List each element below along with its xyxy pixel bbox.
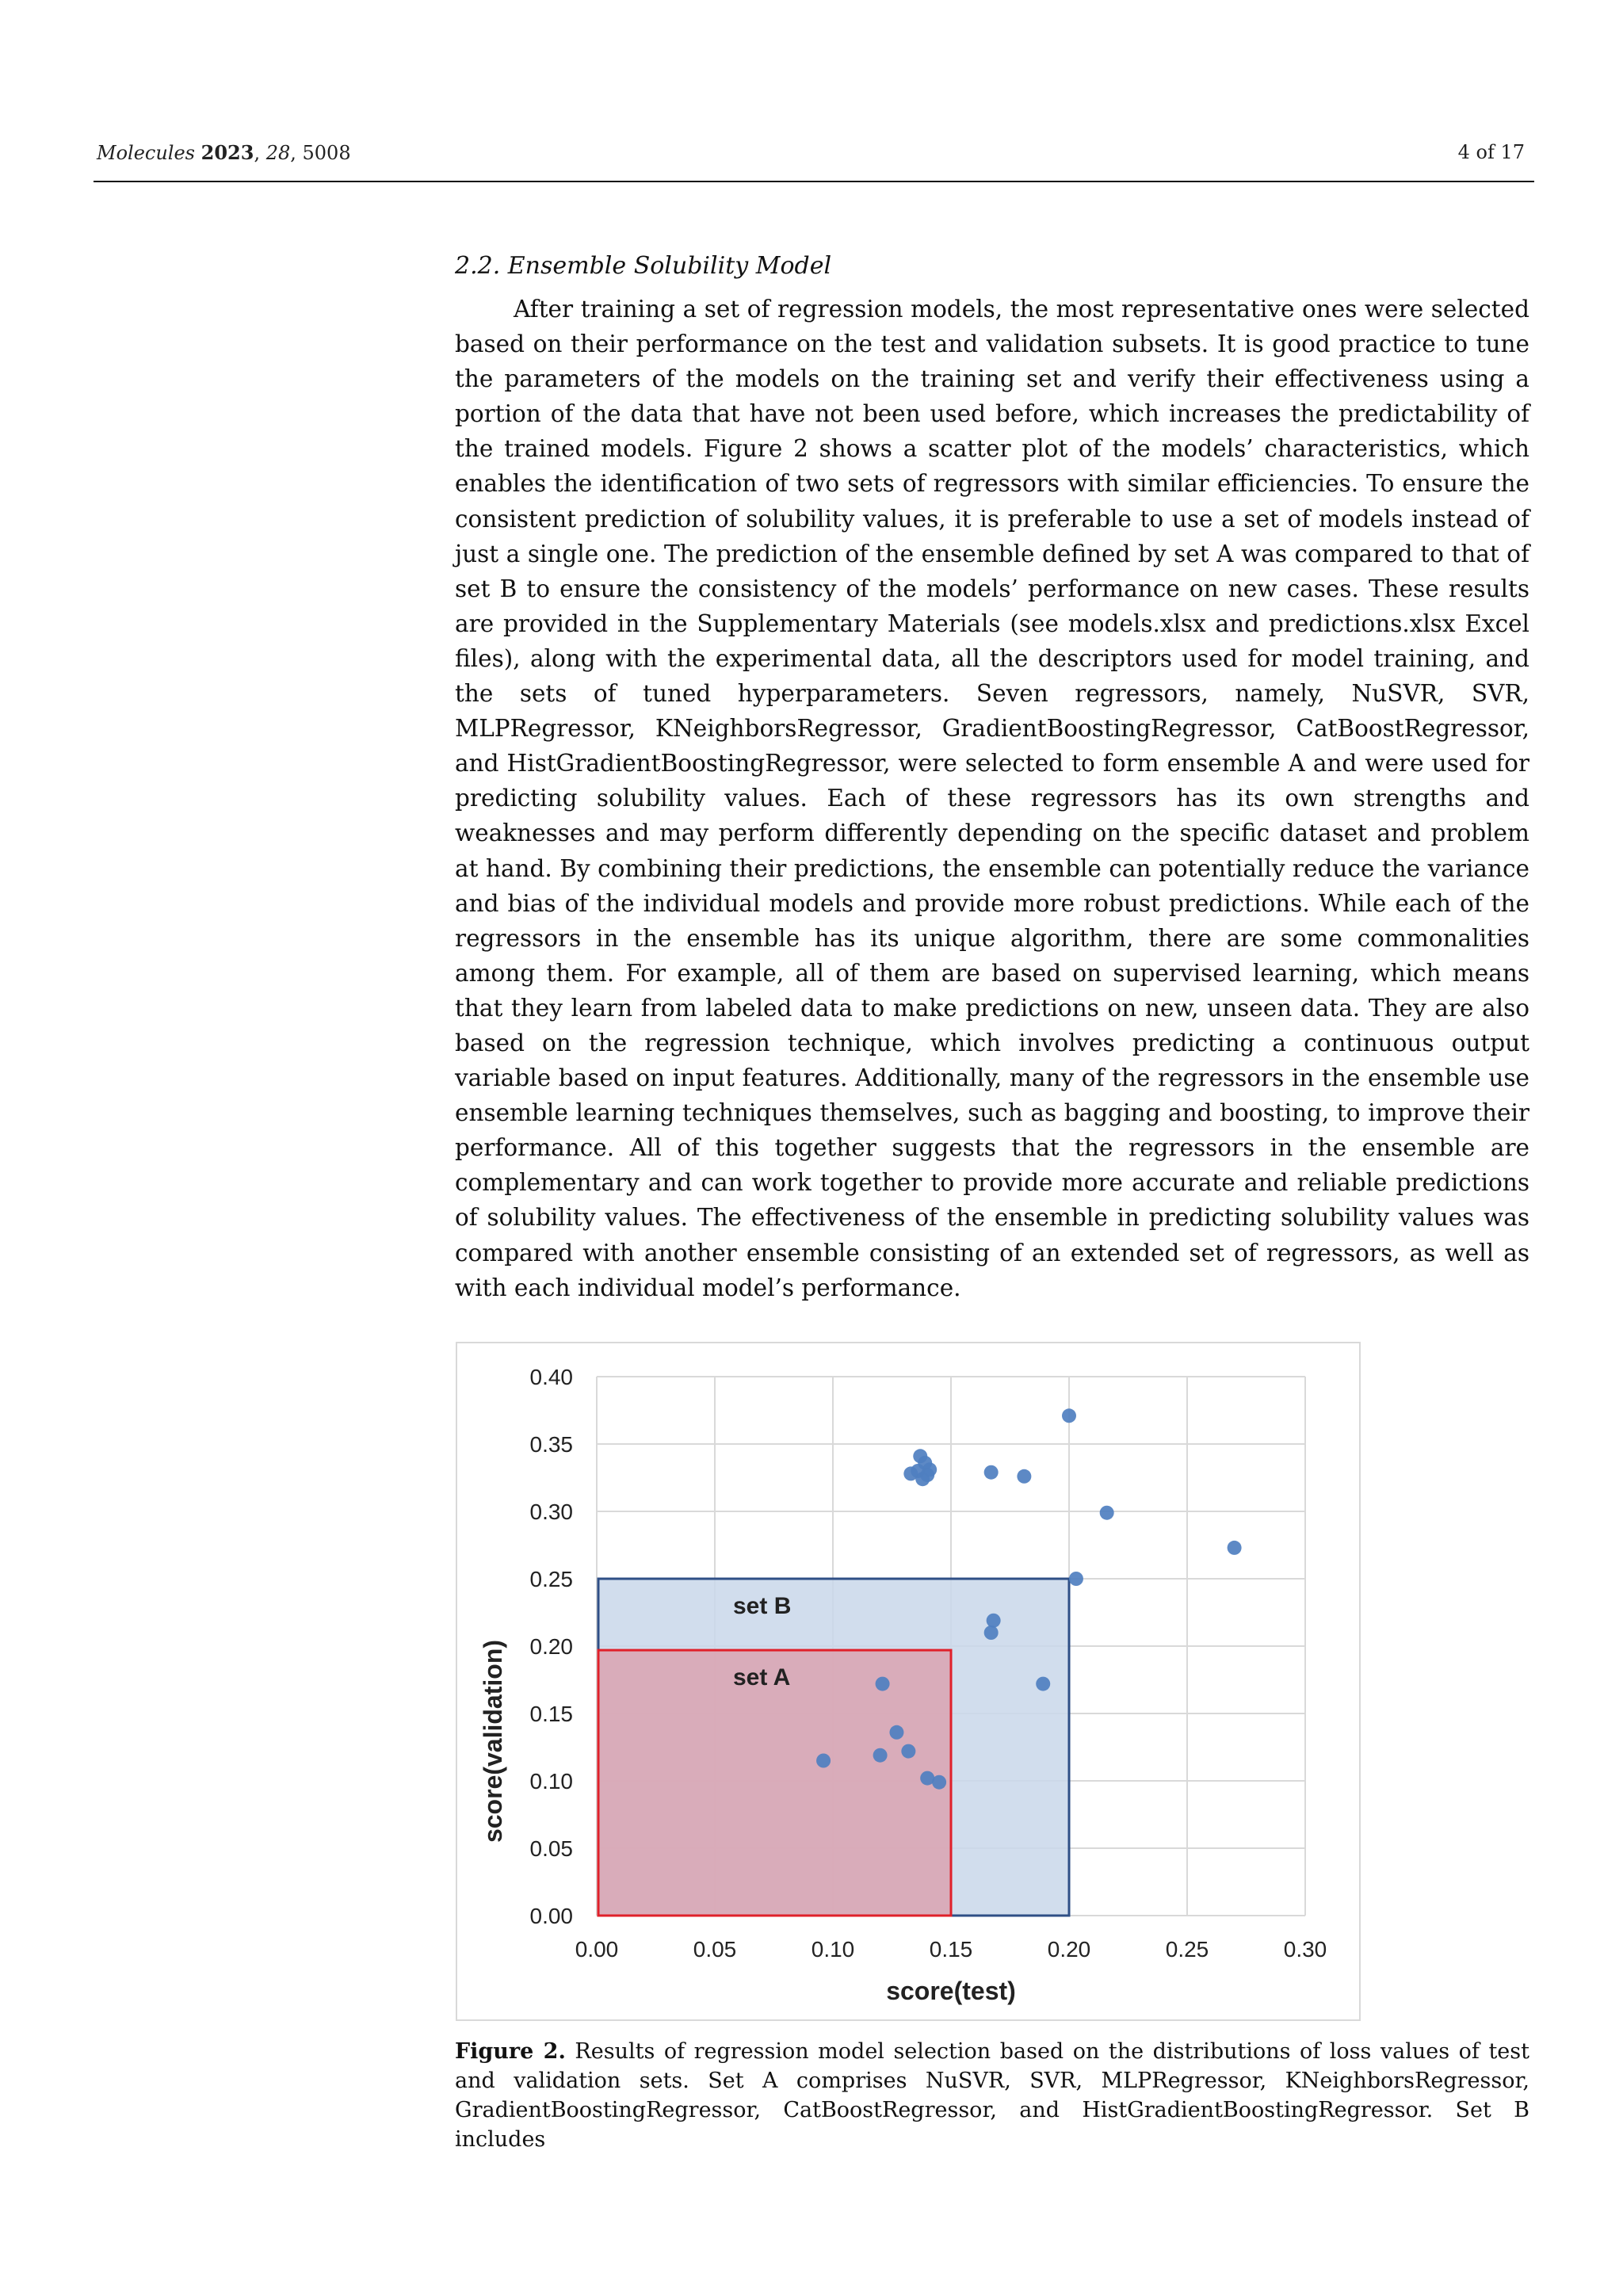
y-tick-label: 0.15 [529,1702,573,1726]
data-point [920,1468,934,1482]
page-header [97,141,1533,182]
page-number: 4 of 17 [1457,141,1525,163]
y-tick-label: 0.10 [529,1769,573,1794]
data-point [1228,1541,1242,1555]
y-tick-label: 0.40 [529,1365,573,1389]
article-number: 5008 [302,142,351,164]
scatter-chart [457,1343,1362,2023]
header-rule [94,181,1534,182]
y-tick-label: 0.30 [529,1499,573,1524]
data-point [984,1465,999,1480]
x-axis-title: score(test) [886,1977,1016,2005]
x-tick-label: 0.10 [811,1937,855,1962]
y-tick-label: 0.35 [529,1432,573,1457]
x-tick-label: 0.05 [693,1937,737,1962]
data-point [901,1744,915,1759]
caption-label: Figure 2. [455,2039,566,2064]
region-label-set-a: set A [733,1664,791,1691]
x-tick-label: 0.25 [1165,1937,1209,1962]
data-point [987,1614,1001,1628]
data-point [1100,1506,1114,1520]
data-point [873,1748,888,1763]
y-tick-label: 0.05 [529,1836,573,1861]
figure-caption [455,2037,1529,2154]
region-label-set-b: set B [733,1593,792,1619]
x-tick-label: 0.30 [1283,1937,1327,1962]
journal-name: Molecules [97,142,195,164]
body-paragraph: After training a set of regression models, the most representative ones were selected based on their performance on the test and validation subsets. It is good practice to tune the parameters of the models on the training set and verify their effectiveness using a portion of the data that have not been used before, which increases the predictability of the trained models. Figure 2 shows a scatter plot of the models’ characteristics, which enables the identification of two sets of regressors with similar efficiencies. To ensure the consistent prediction of solubility values, it is preferable to use a set of models instead of just a single one. The prediction of the ensemble defined by set A was compared to that of set B to ensure the consistency of the models’ performance on new cases. These results are provided in the Supplementary Materials (see models.xlsx and predictions.xlsx Excel files), along with the experimental data, all the descriptors used for model training, and the sets of tuned hyperparameters. Seven regressors, namely, NuSVR, SVR, MLPRegressor, KNeighborsRegressor, GradientBoostingRegressor, CatBoostRegressor, and HistGradientBoostingRegressor, were selected to form ensemble A and were used for predicting solubility values. Each of these regressors has its own strengths and weaknesses and may perform differently depending on the specific dataset and problem at hand. By combining their predictions, the ensemble can potentially reduce the variance and bias of the individual models and provide more robust predictions. While each of the regressors in the ensemble has its unique algorithm, there are some commonalities among them. For example, all of them are based on supervised learning, which means that they learn from labeled data to make predictions on new, unseen data. They are also based on the regression technique, which involves predicting a continuous output variable based on input features. Additionally, many of the regressors in the ensemble use ensemble learning techniques themselves, such as bagging and boosting, to improve their performance. All of this together suggests that the regressors in the ensemble are complementary and can work together to provide more accurate and reliable predictions of solubility values. The effectiveness of the ensemble in predicting solubility values was compared with another ensemble consisting of an extended set of regressors, as well as with each individual model’s performance. [455,296,1529,1301]
journal-citation: Molecules 2023, 28, 5008 [97,141,351,164]
data-point [876,1677,890,1691]
caption-text: Results of regression model selection based on the distributions of loss values of test and validation sets. Set A comprises NuSVR, SVR, MLPRegressor, KNeighborsRegressor, GradientBoostingRegressor, CatBoostRegressor, and HistGradientBoostingRegressor. Set B includes [455,2039,1529,2152]
data-point [1062,1408,1076,1423]
data-point [1036,1677,1050,1691]
data-point [984,1626,999,1640]
data-point [889,1725,903,1740]
y-tick-label: 0.20 [529,1634,573,1659]
x-tick-label: 0.00 [575,1937,619,1962]
data-point [932,1775,946,1790]
x-tick-label: 0.20 [1047,1937,1091,1962]
data-point [816,1754,831,1768]
y-tick-label: 0.00 [529,1904,573,1928]
x-tick-label: 0.15 [929,1937,973,1962]
journal-year: 2023 [200,141,254,164]
data-point [1069,1572,1083,1586]
y-tick-label: 0.25 [529,1567,573,1591]
region-layer [598,1579,1069,1916]
figure-2 [456,1342,1361,2021]
journal-volume: 28 [265,142,291,164]
data-point [1017,1469,1031,1484]
section-title: 2.2. Ensemble Solubility Model [455,252,832,280]
y-axis-title: score(validation) [479,1639,507,1843]
